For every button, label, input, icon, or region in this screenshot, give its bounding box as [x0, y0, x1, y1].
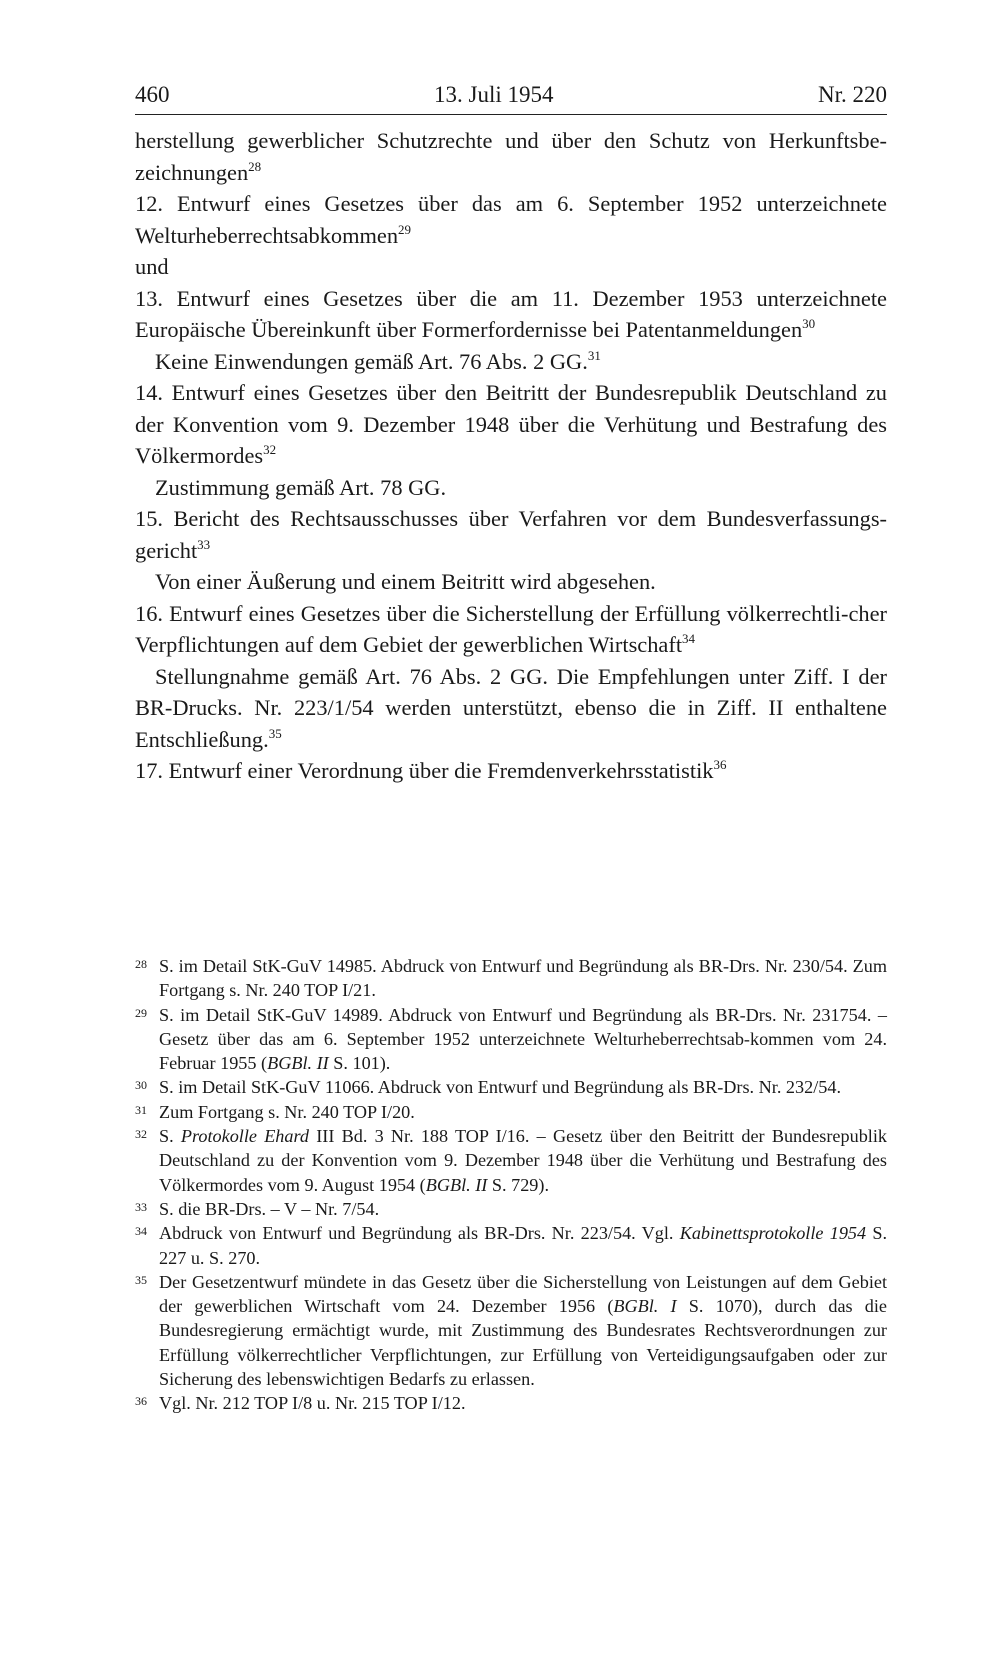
paragraph-text: 15. Bericht des Rechtsausschusses über Verfahren vor dem Bundesverfassungs-gericht	[135, 506, 887, 563]
agenda-paragraph	[135, 566, 887, 598]
document-number: Nr. 220	[817, 82, 887, 107]
footnote	[135, 1003, 887, 1076]
footnote-segment: S. 1070), durch das die Bundesregierung ermächtigt wurde, mit Zustimmung des Bundesrates Rechtsverordnungen zur Erfüllung völkerrechtlicher Verpflichtungen, zur Erfüllung von Verteidigungsaufgaben oder zur Sicherung des lebenswichtigen Bedarfs zu erlassen.	[159, 1296, 887, 1390]
footnote-reference[interactable]: 30	[802, 316, 816, 331]
paragraph-text: herstellung gewerblicher Schutzrechte und über den Schutz von Herkunftsbe-zeichnungen	[135, 128, 887, 185]
paragraph-text: und	[135, 254, 169, 279]
footnote	[135, 1197, 887, 1221]
footnote-reference[interactable]: 31	[587, 347, 601, 363]
footnote-number: 32	[135, 1127, 147, 1142]
footnote-segment: S. 101).	[328, 1053, 391, 1074]
footnote-text	[159, 1391, 887, 1415]
footnote-segment: Zum Fortgang s. Nr. 240 TOP I/20.	[159, 1101, 415, 1122]
agenda-paragraph	[135, 661, 887, 756]
footnote	[135, 954, 887, 1003]
agenda-paragraph	[135, 188, 887, 251]
paragraph-text: Stellungnahme gemäß Art. 76 Abs. 2 GG. Die Empfehlungen unter Ziff. I der BR-Drucks. Nr. 223/1/54 werden unterstützt, ebenso die in Ziff. II enthaltene Entschließung.	[135, 663, 887, 752]
footnote-text	[159, 954, 887, 1003]
footnote-number: 30	[135, 1078, 147, 1093]
footnote-number: 29	[135, 1005, 147, 1020]
footnote-reference[interactable]: 36	[713, 757, 727, 772]
agenda-paragraph	[135, 598, 887, 661]
footnote	[135, 1100, 887, 1124]
footnote-reference[interactable]: 29	[398, 221, 412, 237]
citation-title: BGBl. II	[425, 1174, 488, 1195]
main-text	[135, 125, 887, 787]
citation-title: BGBl. II	[267, 1053, 329, 1074]
citation-title: Kabinettsprotokolle 1954	[679, 1223, 867, 1244]
paragraph-text: 12. Entwurf eines Gesetzes über das am 6. September 1952 unterzeichnete Welturheberrechtsabkommen	[135, 191, 887, 248]
paragraph-text: Zustimmung gemäß Art. 78 GG.	[155, 474, 447, 500]
page	[135, 82, 887, 787]
footnote	[135, 1270, 887, 1391]
paragraph-text: Von einer Äußerung und einem Beitritt wird abgesehen.	[155, 569, 656, 594]
footnote-text	[159, 1197, 887, 1221]
footnote-number: 34	[135, 1224, 147, 1239]
paragraph-text: 17. Entwurf einer Verordnung über die Fremdenverkehrsstatistik	[135, 758, 714, 783]
agenda-paragraph	[135, 251, 887, 283]
footnote-segment: Der Gesetzentwurf mündete in das Gesetz über die Sicherstellung von Leistungen auf dem Gebiet der gewerblichen Wirtschaft vom 24. Dezember 1956 (	[159, 1271, 887, 1317]
footnote-text	[159, 1075, 887, 1099]
agenda-paragraph	[135, 125, 887, 188]
footnote-number: 28	[135, 957, 147, 971]
footnote	[135, 1124, 887, 1197]
page-number: 460	[135, 82, 170, 107]
footnote-reference[interactable]: 35	[268, 725, 282, 741]
footnote-segment: S. 227 u. S. 270.	[159, 1223, 888, 1268]
footnote	[135, 1075, 887, 1099]
footnote-text	[159, 1270, 887, 1391]
footnote-reference[interactable]: 33	[197, 536, 211, 552]
paragraph-text: 14. Entwurf eines Gesetzes über den Beitritt der Bundesrepublik Deutschland zu der Konvention vom 9. Dezember 1948 über die Verhütung und Bestrafung des Völkermordes	[135, 380, 887, 468]
running-header	[135, 82, 887, 115]
footnote-text	[159, 1221, 887, 1270]
footnote-segment: S. 729).	[487, 1174, 549, 1195]
footnote-reference[interactable]: 34	[682, 631, 696, 646]
paragraph-text: 13. Entwurf eines Gesetzes über die am 11. Dezember 1953 unterzeichnete Europäische Übereinkunft über Formerfordernisse bei Patentanmeldungen	[135, 285, 887, 342]
footnote-segment: S. die BR-Drs. – V – Nr. 7/54.	[159, 1198, 380, 1219]
footnote-text	[159, 1124, 887, 1197]
agenda-paragraph	[135, 346, 887, 378]
footnote-segment: Abdruck von Entwurf und Begründung als BR-Drs. Nr. 223/54. Vgl.	[159, 1223, 680, 1244]
footnote-number: 33	[135, 1199, 147, 1214]
footnote	[135, 1221, 887, 1270]
footnote	[135, 1391, 887, 1415]
footnote-number: 31	[135, 1102, 147, 1117]
citation-title: Protokolle Ehard	[180, 1126, 309, 1147]
footnote-reference[interactable]: 32	[263, 442, 277, 457]
footnote-text	[159, 1100, 887, 1124]
agenda-paragraph	[135, 755, 887, 787]
footnote-segment: S. im Detail StK-GuV 14989. Abdruck von Entwurf und Begründung als BR-Drs. Nr. 231754. – Gesetz über das am 6. September 1952 unterzeichnete Welturheberrechtsab-kommen vom 24. Februar 1955 (	[159, 1004, 887, 1074]
footnote-segment: S.	[159, 1126, 181, 1147]
agenda-paragraph	[135, 503, 887, 566]
header-date: 13. Juli 1954	[434, 82, 554, 107]
footnote-segment: S. im Detail StK-GuV 11066. Abdruck von Entwurf und Begründung als BR-Drs. Nr. 232/54.	[159, 1077, 841, 1098]
footnotes	[135, 954, 887, 1416]
footnote-segment: III Bd. 3 Nr. 188 TOP I/16. – Gesetz über den Beitritt der Bundesrepublik Deutschland zu der Konvention vom 9. Dezember 1948 über die Verhütung und Bestrafung des Völkermordes vom 9. August 1954 (	[159, 1126, 887, 1195]
citation-title: BGBl. I	[613, 1296, 677, 1317]
footnote-text	[159, 1003, 887, 1076]
footnote-number: 35	[135, 1272, 147, 1287]
agenda-paragraph	[135, 472, 887, 504]
footnote-reference[interactable]: 28	[248, 158, 262, 174]
footnote-number: 36	[135, 1394, 147, 1409]
footnote-segment: Vgl. Nr. 212 TOP I/8 u. Nr. 215 TOP I/12.	[159, 1393, 466, 1414]
paragraph-text: Keine Einwendungen gemäß Art. 76 Abs. 2 GG.	[155, 348, 588, 374]
footnote-segment: S. im Detail StK-GuV 14985. Abdruck von Entwurf und Begründung als BR-Drs. Nr. 230/54. Zum Fortgang s. Nr. 240 TOP I/21.	[159, 956, 887, 1001]
paragraph-text: 16. Entwurf eines Gesetzes über die Sicherstellung der Erfüllung völkerrechtli-cher Verpflichtungen auf dem Gebiet der gewerblichen Wirtschaft	[135, 600, 887, 657]
agenda-paragraph	[135, 283, 887, 346]
agenda-paragraph	[135, 377, 887, 472]
